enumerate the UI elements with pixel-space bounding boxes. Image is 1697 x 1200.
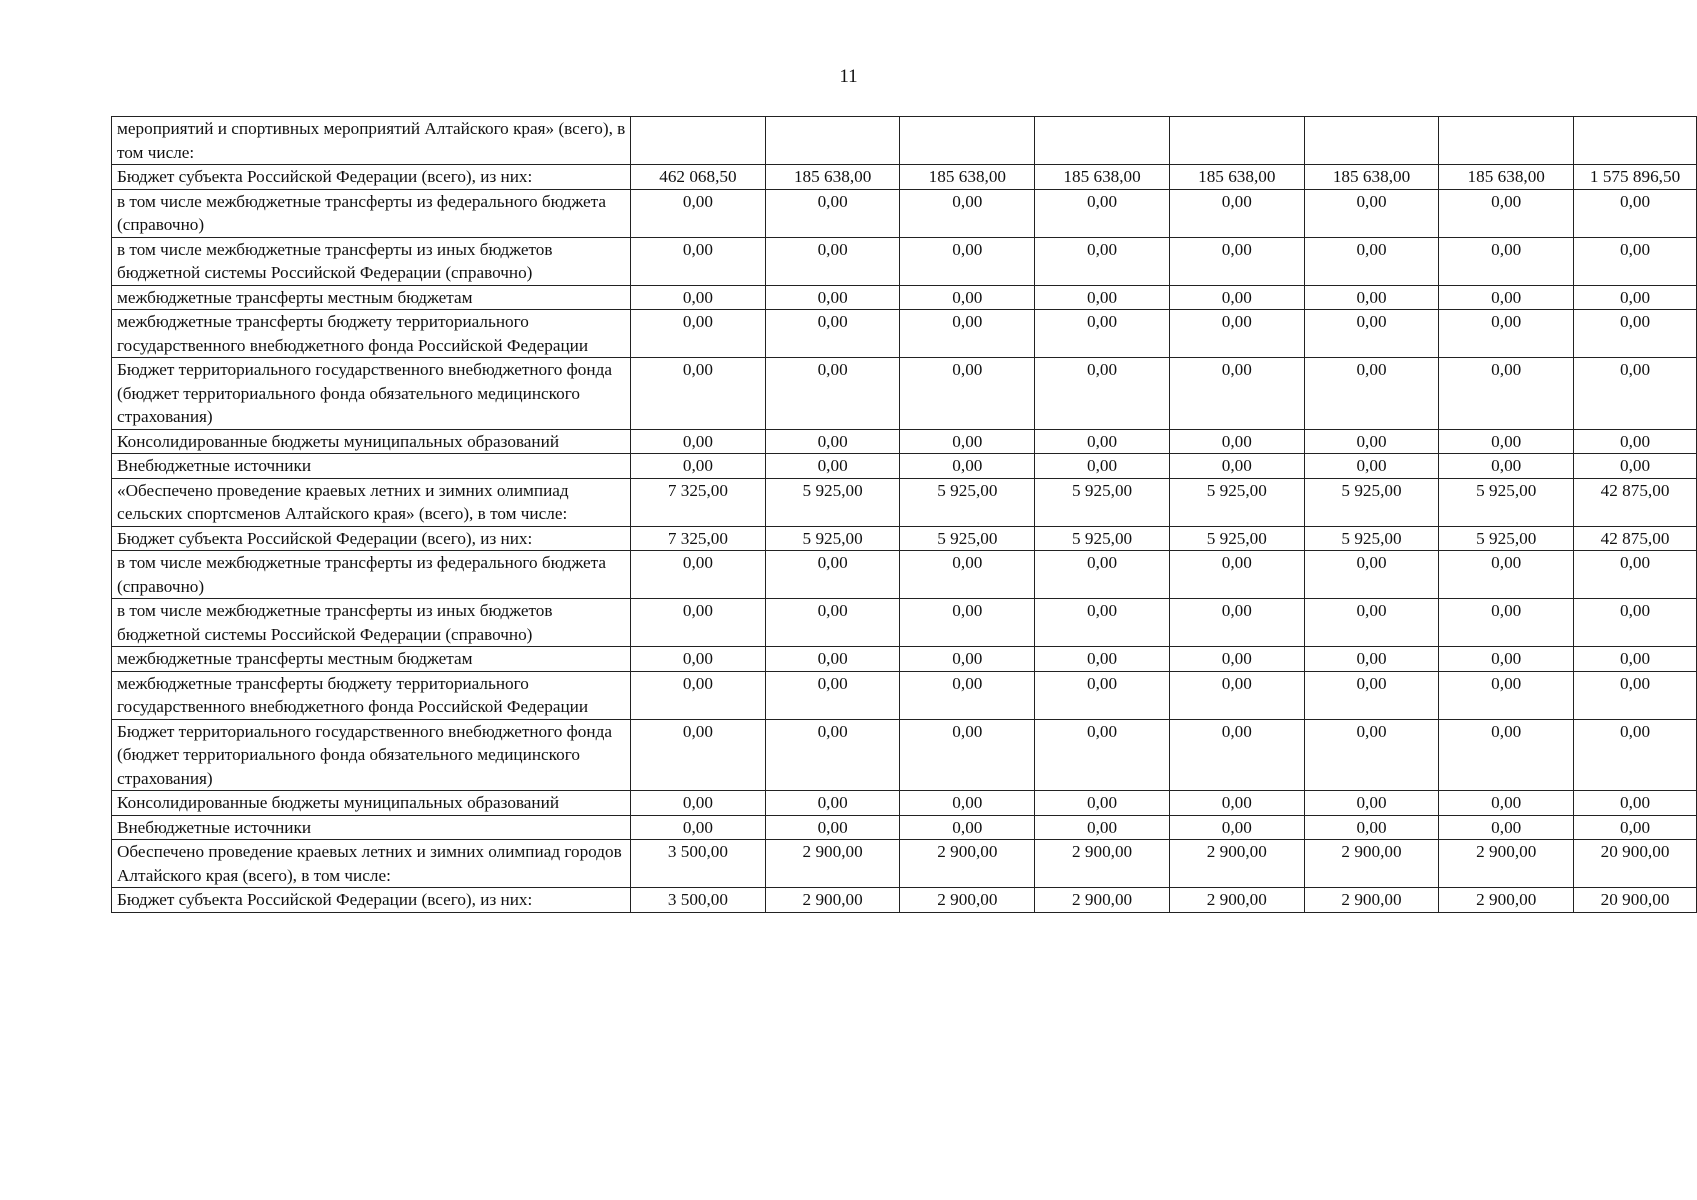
row-label: в том числе межбюджетные трансферты из иных бюджетов бюджетной системы Российской Федерации (справочно) [112,237,631,285]
row-label: Внебюджетные источники [112,454,631,479]
row-label: межбюджетные трансферты местным бюджетам [112,647,631,672]
value-cell: 0,00 [1304,599,1439,647]
value-cell: 5 925,00 [1169,478,1304,526]
value-cell: 0,00 [1169,189,1304,237]
table-row [112,791,1697,816]
value-cell: 0,00 [1035,719,1170,791]
value-cell: 0,00 [1304,189,1439,237]
value-cell: 2 900,00 [1304,888,1439,913]
value-cell: 0,00 [1439,454,1574,479]
row-label: «Обеспечено проведение краевых летних и зимних олимпиад сельских спортсменов Алтайского края» (всего), в том числе: [112,478,631,526]
value-cell: 0,00 [1169,429,1304,454]
value-cell: 0,00 [1304,815,1439,840]
value-cell: 0,00 [631,647,766,672]
row-label: Консолидированные бюджеты муниципальных образований [112,429,631,454]
value-cell: 0,00 [631,429,766,454]
value-cell: 0,00 [1169,358,1304,430]
value-cell: 0,00 [1035,815,1170,840]
value-cell: 0,00 [1304,285,1439,310]
value-cell: 0,00 [631,599,766,647]
value-cell: 0,00 [1439,791,1574,816]
value-cell: 0,00 [1169,285,1304,310]
value-cell: 0,00 [1304,671,1439,719]
total-cell: 0,00 [1574,285,1697,310]
total-cell: 0,00 [1574,189,1697,237]
value-cell: 0,00 [1035,454,1170,479]
value-cell: 0,00 [900,310,1035,358]
value-cell: 3 500,00 [631,840,766,888]
value-cell: 0,00 [1439,719,1574,791]
value-cell: 0,00 [1169,237,1304,285]
value-cell: 0,00 [765,719,900,791]
row-label: в том числе межбюджетные трансферты из федерального бюджета (справочно) [112,551,631,599]
value-cell: 0,00 [1169,671,1304,719]
total-cell: 0,00 [1574,791,1697,816]
value-cell: 0,00 [1304,647,1439,672]
value-cell: 0,00 [1304,429,1439,454]
value-cell: 5 925,00 [900,478,1035,526]
value-cell: 0,00 [631,551,766,599]
value-cell: 185 638,00 [1035,165,1170,190]
value-cell: 0,00 [1439,310,1574,358]
table-row [112,237,1697,285]
value-cell: 0,00 [1439,358,1574,430]
value-cell: 0,00 [900,599,1035,647]
row-label: межбюджетные трансферты бюджету территориального государственного внебюджетного фонда Российской Федерации [112,671,631,719]
value-cell: 0,00 [1304,310,1439,358]
value-cell: 0,00 [631,237,766,285]
value-cell: 5 925,00 [1439,478,1574,526]
value-cell: 5 925,00 [765,478,900,526]
value-cell: 0,00 [900,189,1035,237]
value-cell: 0,00 [1439,285,1574,310]
value-cell: 0,00 [631,285,766,310]
total-cell: 0,00 [1574,237,1697,285]
value-cell: 2 900,00 [765,840,900,888]
value-cell: 7 325,00 [631,526,766,551]
value-cell: 0,00 [631,310,766,358]
value-cell: 0,00 [1035,358,1170,430]
value-cell: 0,00 [1035,310,1170,358]
value-cell: 7 325,00 [631,478,766,526]
table-row [112,117,1697,165]
value-cell: 0,00 [1439,429,1574,454]
value-cell: 0,00 [1304,719,1439,791]
row-label: межбюджетные трансферты бюджету территориального государственного внебюджетного фонда Российской Федерации [112,310,631,358]
budget-table-body [112,117,1697,913]
value-cell: 0,00 [1169,791,1304,816]
value-cell [1439,117,1574,165]
value-cell: 0,00 [765,599,900,647]
total-cell: 0,00 [1574,671,1697,719]
table-row [112,647,1697,672]
value-cell: 0,00 [1439,551,1574,599]
value-cell: 0,00 [900,551,1035,599]
value-cell: 0,00 [765,671,900,719]
row-label: Бюджет территориального государственного внебюджетного фонда (бюджет территориального фонда обязательного медицинского страхования) [112,719,631,791]
value-cell: 0,00 [765,551,900,599]
value-cell: 0,00 [900,791,1035,816]
value-cell: 0,00 [765,815,900,840]
value-cell: 2 900,00 [765,888,900,913]
value-cell: 0,00 [1439,647,1574,672]
value-cell: 5 925,00 [900,526,1035,551]
value-cell: 0,00 [1439,671,1574,719]
value-cell: 0,00 [1169,551,1304,599]
value-cell: 0,00 [765,310,900,358]
value-cell: 0,00 [900,815,1035,840]
value-cell: 0,00 [900,429,1035,454]
table-row [112,888,1697,913]
value-cell: 2 900,00 [900,840,1035,888]
table-row [112,815,1697,840]
value-cell: 0,00 [1169,647,1304,672]
value-cell: 0,00 [1439,237,1574,285]
value-cell: 0,00 [631,358,766,430]
total-cell: 0,00 [1574,551,1697,599]
value-cell: 5 925,00 [765,526,900,551]
value-cell: 0,00 [900,719,1035,791]
value-cell: 0,00 [1439,599,1574,647]
value-cell: 0,00 [1304,791,1439,816]
table-row [112,165,1697,190]
value-cell: 462 068,50 [631,165,766,190]
total-cell: 0,00 [1574,647,1697,672]
total-cell: 0,00 [1574,719,1697,791]
total-cell: 20 900,00 [1574,888,1697,913]
value-cell: 0,00 [1169,310,1304,358]
table-row [112,285,1697,310]
row-label: межбюджетные трансферты местным бюджетам [112,285,631,310]
table-row [112,526,1697,551]
value-cell: 0,00 [900,454,1035,479]
table-row [112,358,1697,430]
value-cell: 0,00 [1035,671,1170,719]
value-cell: 0,00 [631,454,766,479]
value-cell: 0,00 [1304,454,1439,479]
value-cell: 0,00 [1304,358,1439,430]
table-row [112,671,1697,719]
value-cell: 0,00 [1035,791,1170,816]
table-row [112,454,1697,479]
value-cell [631,117,766,165]
value-cell: 185 638,00 [1304,165,1439,190]
value-cell: 0,00 [1439,189,1574,237]
total-cell: 42 875,00 [1574,526,1697,551]
value-cell: 2 900,00 [1304,840,1439,888]
table-row [112,189,1697,237]
value-cell: 0,00 [1439,815,1574,840]
table-row [112,429,1697,454]
total-cell: 0,00 [1574,358,1697,430]
value-cell: 0,00 [1035,237,1170,285]
value-cell: 185 638,00 [900,165,1035,190]
value-cell: 0,00 [631,815,766,840]
value-cell: 0,00 [1035,429,1170,454]
value-cell: 0,00 [631,791,766,816]
value-cell: 0,00 [1304,237,1439,285]
total-cell: 0,00 [1574,429,1697,454]
value-cell: 0,00 [1169,454,1304,479]
row-label: Бюджет территориального государственного внебюджетного фонда (бюджет территориального фонда обязательного медицинского страхования) [112,358,631,430]
value-cell [900,117,1035,165]
value-cell: 0,00 [631,671,766,719]
value-cell [1035,117,1170,165]
value-cell: 2 900,00 [1439,888,1574,913]
value-cell: 0,00 [1035,647,1170,672]
row-label: мероприятий и спортивных мероприятий Алтайского края» (всего), в том числе: [112,117,631,165]
value-cell: 0,00 [1035,599,1170,647]
value-cell: 5 925,00 [1035,526,1170,551]
total-cell: 20 900,00 [1574,840,1697,888]
page-number: 11 [839,66,858,87]
value-cell: 0,00 [765,791,900,816]
value-cell: 0,00 [900,285,1035,310]
total-cell [1574,117,1697,165]
row-label: Обеспечено проведение краевых летних и зимних олимпиад городов Алтайского края (всего), в том числе: [112,840,631,888]
value-cell: 3 500,00 [631,888,766,913]
table-row [112,599,1697,647]
value-cell: 2 900,00 [1035,840,1170,888]
value-cell: 0,00 [765,237,900,285]
value-cell: 0,00 [1169,815,1304,840]
value-cell [1169,117,1304,165]
value-cell: 0,00 [765,429,900,454]
total-cell: 0,00 [1574,815,1697,840]
value-cell: 0,00 [765,189,900,237]
value-cell: 185 638,00 [765,165,900,190]
value-cell: 2 900,00 [1035,888,1170,913]
value-cell: 185 638,00 [1169,165,1304,190]
budget-table [111,116,1697,913]
value-cell: 0,00 [765,358,900,430]
value-cell [765,117,900,165]
value-cell: 0,00 [1035,285,1170,310]
value-cell: 5 925,00 [1304,478,1439,526]
row-label: Внебюджетные источники [112,815,631,840]
value-cell: 0,00 [1035,189,1170,237]
row-label: Бюджет субъекта Российской Федерации (всего), из них: [112,165,631,190]
value-cell: 5 925,00 [1439,526,1574,551]
value-cell: 2 900,00 [1169,840,1304,888]
value-cell: 0,00 [1035,551,1170,599]
row-label: Консолидированные бюджеты муниципальных образований [112,791,631,816]
value-cell: 2 900,00 [1439,840,1574,888]
total-cell: 42 875,00 [1574,478,1697,526]
value-cell: 0,00 [900,647,1035,672]
value-cell: 5 925,00 [1169,526,1304,551]
value-cell: 5 925,00 [1304,526,1439,551]
table-row [112,310,1697,358]
value-cell: 0,00 [900,671,1035,719]
total-cell: 0,00 [1574,599,1697,647]
total-cell: 0,00 [1574,454,1697,479]
value-cell: 2 900,00 [1169,888,1304,913]
value-cell: 185 638,00 [1439,165,1574,190]
row-label: в том числе межбюджетные трансферты из иных бюджетов бюджетной системы Российской Федерации (справочно) [112,599,631,647]
table-row [112,719,1697,791]
value-cell: 5 925,00 [1035,478,1170,526]
table-row [112,840,1697,888]
value-cell: 0,00 [1169,719,1304,791]
value-cell: 0,00 [631,189,766,237]
table-row [112,478,1697,526]
value-cell: 0,00 [1169,599,1304,647]
value-cell: 0,00 [765,285,900,310]
table-row [112,551,1697,599]
value-cell: 0,00 [900,237,1035,285]
value-cell: 0,00 [631,719,766,791]
value-cell: 0,00 [765,454,900,479]
value-cell: 0,00 [765,647,900,672]
total-cell: 1 575 896,50 [1574,165,1697,190]
value-cell: 0,00 [1304,551,1439,599]
value-cell: 2 900,00 [900,888,1035,913]
value-cell [1304,117,1439,165]
value-cell: 0,00 [900,358,1035,430]
row-label: в том числе межбюджетные трансферты из федерального бюджета (справочно) [112,189,631,237]
row-label: Бюджет субъекта Российской Федерации (всего), из них: [112,888,631,913]
row-label: Бюджет субъекта Российской Федерации (всего), из них: [112,526,631,551]
total-cell: 0,00 [1574,310,1697,358]
